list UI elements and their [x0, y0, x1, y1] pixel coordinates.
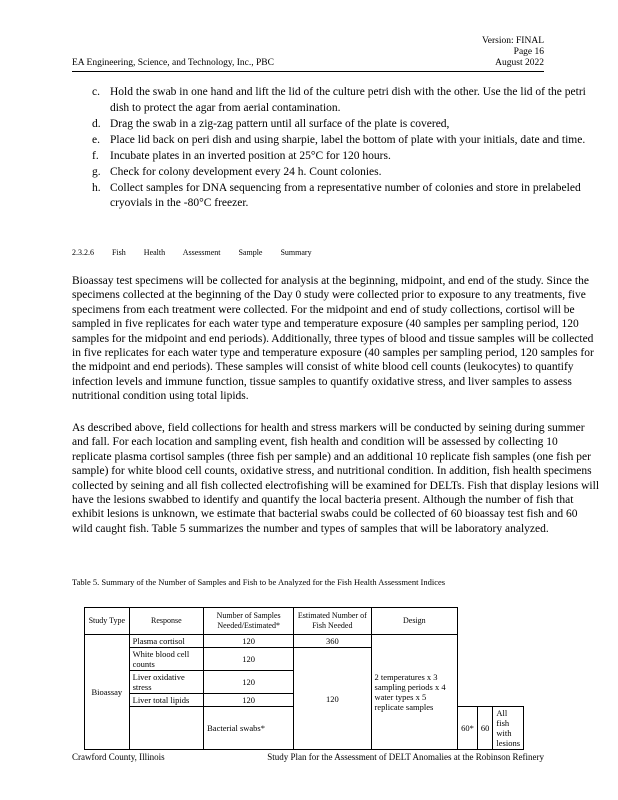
- footer-title: Study Plan for the Assessment of DELT Anomalies at the Robinson Refinery: [267, 752, 544, 762]
- list-item: [72, 85, 594, 116]
- response-cell: Liver oxidative stress: [129, 671, 204, 694]
- response-cell: Plasma cortisol: [129, 635, 204, 648]
- table-row: [85, 648, 524, 671]
- column-header: Response: [129, 608, 204, 635]
- section-word: Sample: [238, 248, 263, 257]
- response-cell: White blood cell counts: [129, 648, 204, 671]
- column-header: Design: [371, 608, 458, 635]
- samples-cell: 120: [204, 671, 294, 694]
- fish-cell: 360: [294, 635, 371, 648]
- section-heading: [72, 248, 328, 257]
- section-word: Summary: [280, 248, 312, 257]
- study-type-cell: [129, 707, 204, 750]
- section-word: Fish: [112, 248, 126, 257]
- procedure-steps: [72, 85, 594, 212]
- document-date: August 2022: [495, 58, 544, 68]
- samples-cell: 120: [204, 635, 294, 648]
- paragraph-field-collections: As described above, field collections for health and stress markers will be conducted by seining during summer and fall. For each location and sampling event, fish health and condition will be assessed by collecting 10 replicate plasma cortisol samples (three fish per sample) and an additional 10 replicate fish samples (one fish per sample) for white blood cell counts, oxidative stress, and nutritional condition. In addition, fish health specimens collected by seining and all fish collected electrofishing will be examined for DELTs. Fish that display lesions will have the lesions swabbed to identify and quantify the local bacteria present. Although the number of fish that exhibit lesions is unknown, we estimate that bacterial swabs could be collected of 60 bioassay test fish and 60 wild caught fish. Table 5 summarizes the number and types of samples that will be laboratory analyzed.: [72, 422, 600, 535]
- step-text: Hold the swab in one hand and lift the lid of the culture petri dish with the other. Use the lid of the petri dish to protect the agar from aerial contamination.: [110, 86, 586, 114]
- step-text: Collect samples for DNA sequencing from a representative number of colonies and store in prelabeled cryovials in the -80°C freezer.: [110, 181, 581, 209]
- step-letter: h.: [92, 181, 101, 194]
- list-item: [72, 149, 594, 165]
- response-cell: Liver total lipids: [129, 694, 204, 707]
- company-name: EA Engineering, Science, and Technology, Inc., PBC: [72, 58, 274, 68]
- samples-cell: 120: [204, 648, 294, 671]
- column-header: Estimated Number of Fish Needed: [294, 608, 371, 635]
- step-text: Check for colony development every 24 h. Count colonies.: [110, 165, 382, 178]
- step-text: Drag the swab in a zig-zag pattern until all surface of the plate is covered,: [110, 117, 450, 130]
- paragraph-bioassay: Bioassay test specimens will be collected for analysis at the beginning, midpoint, and end of the study. Since the specimens collected at the beginning of the Day 0 study were collected prior to exposure to any treatments, five specimens from each treatment were collected. For the midpoint and end of study collections, cortisol will be sampled in five replicates for each water type and temperature exposure (40 samples per sampling period, 120 samples for the midpoint and end periods). Additionally, three types of blood and tissue samples will be collected in five replicates for each water type and temperature exposure (40 samples per sampling period, 120 samples for the midpoint and end periods). These samples will consist of white blood cell counts (leukocytes) to quantify infection levels and immune function, tissue samples to quantify oxidative stress, and liver samples to assess nutritional condition using total lipids.: [72, 275, 594, 403]
- table-header-row: [85, 608, 524, 635]
- section-word: Assessment: [182, 248, 221, 257]
- section-number: 2.3.2.6: [72, 248, 94, 257]
- response-cell: Bacterial swabs*: [204, 707, 294, 750]
- sample-summary-table: [84, 607, 524, 750]
- list-item: [72, 181, 594, 212]
- header-meta: [482, 36, 544, 69]
- step-letter: d.: [92, 117, 101, 130]
- samples-cell: 120: [204, 694, 294, 707]
- design-cell: 2 temperatures x 3 sampling periods x 4 water types x 5 replicate samples: [371, 635, 458, 750]
- page-number: Page 16: [513, 47, 544, 57]
- samples-cell: 60*: [458, 707, 478, 750]
- list-item: [72, 133, 594, 149]
- fish-cell: 120: [294, 648, 371, 750]
- step-letter: f.: [92, 149, 99, 162]
- page-footer: [72, 752, 544, 762]
- step-letter: g.: [92, 165, 101, 178]
- header-divider: [72, 71, 544, 72]
- step-letter: e.: [92, 133, 100, 146]
- fish-cell: 60: [477, 707, 493, 750]
- column-header: Number of Samples Needed/Estimated*: [204, 608, 294, 635]
- footer-location: Crawford County, Illinois: [72, 752, 165, 762]
- step-text: Incubate plates in an inverted position at 25°C for 120 hours.: [110, 149, 391, 162]
- list-item: [72, 117, 594, 133]
- design-cell: All fish with lesions: [493, 707, 524, 750]
- column-header: Study Type: [85, 608, 130, 635]
- step-text: Place lid back on peri dish and using sharpie, label the bottom of plate with your initials, date and time.: [110, 133, 586, 146]
- table-row: [85, 635, 524, 648]
- study-type-cell: Bioassay: [85, 635, 130, 750]
- list-item: [72, 165, 594, 181]
- table-caption: Table 5. Summary of the Number of Samples and Fish to be Analyzed for the Fish Health Assessment Indices: [72, 577, 446, 587]
- version-label: Version: FINAL: [481, 36, 544, 46]
- step-letter: c.: [92, 86, 100, 98]
- section-word: Health: [143, 248, 166, 257]
